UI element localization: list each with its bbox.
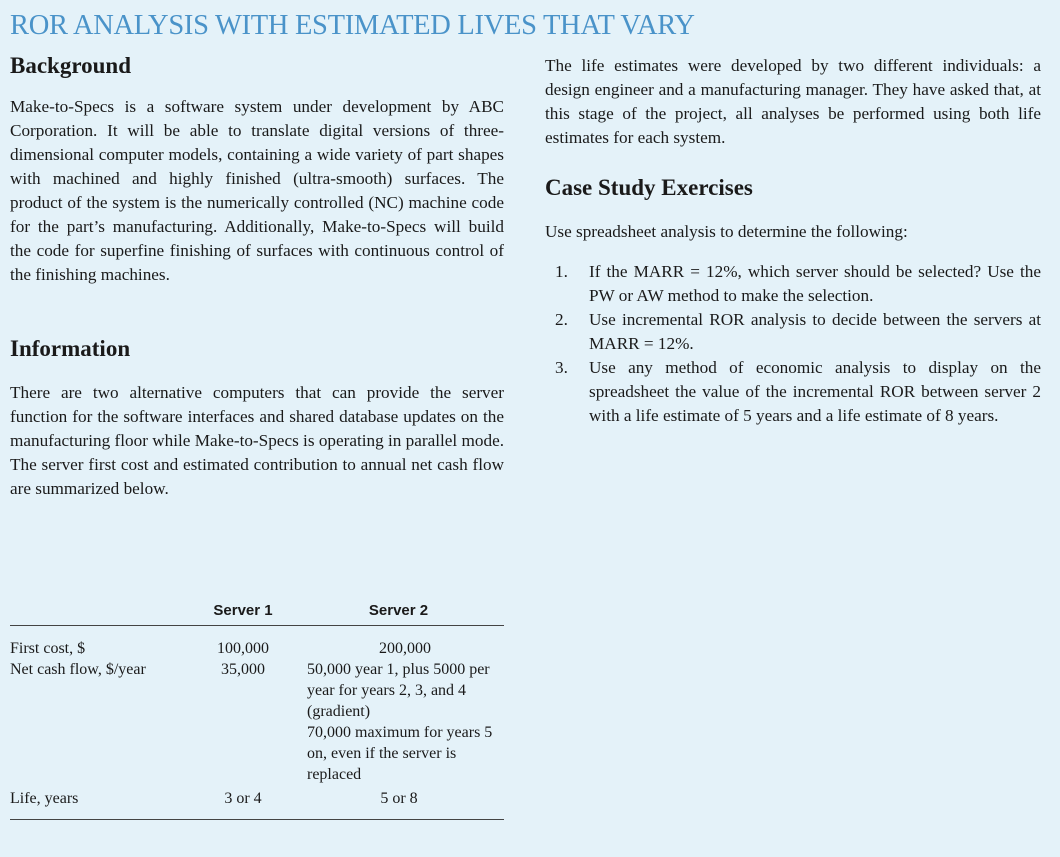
first-cost-label: First cost, $	[10, 640, 86, 657]
exercise-text: If the MARR = 12%, which server should be selected? Use the PW or AW method to make the selection.	[589, 261, 1041, 305]
first-cost-server1: 100,000	[217, 640, 269, 657]
life-server1: 3 or 4	[193, 785, 293, 820]
table-header-server2: Server 2	[293, 602, 504, 626]
list-item	[545, 356, 1041, 428]
table-row	[10, 659, 504, 785]
server-comparison-table	[10, 602, 504, 820]
exercise-number: 2.	[555, 309, 568, 329]
table-row	[10, 785, 504, 820]
life-server2: 5 or 8	[380, 790, 418, 807]
net-cash-flow-server2-gradient: 50,000 year 1, plus 5000 per year for years 2, 3, and 4 (gradient)	[307, 661, 490, 720]
table-header-blank	[10, 602, 193, 626]
table-row	[10, 626, 504, 660]
background-paragraph: Make-to-Specs is a software system under development by ABC Corporation. It will be able to translate digital versions of three-dimensional computer models, containing a wide variety of part shapes with machined and highly finished (ultra-smooth) surfaces. The product of the system is the numerically controlled (NC) machine code for the part’s manufacturing. Additionally, Make-to-Specs will build the code for superfine finishing of surfaces with continuous control of the finishing machines.	[10, 96, 504, 284]
list-item	[545, 308, 1041, 356]
left-column	[10, 52, 504, 501]
net-cash-flow-server1: 35,000	[221, 661, 265, 678]
background-heading: Background	[10, 53, 132, 78]
exercise-text: Use any method of economic analysis to display on the spreadsheet the value of the incremental ROR between server 2 with a life estimate of 5 years and a life estimate of 8 years.	[589, 357, 1041, 425]
net-cash-flow-server2-maximum: 70,000 maximum for years 5 on, even if the server is replaced	[307, 724, 493, 783]
table-header-server1: Server 1	[193, 602, 293, 626]
page-title: ROR ANALYSIS WITH ESTIMATED LIVES THAT VARY	[10, 10, 695, 41]
life-estimates-paragraph: The life estimates were developed by two different individuals: a design engineer and a manufacturing manager. They have asked that, at this stage of the project, all analyses be performed using both life estimates for each system.	[545, 56, 1041, 147]
right-column	[545, 52, 1041, 428]
net-cash-flow-label: Net cash flow, $/year	[10, 661, 146, 678]
exercise-number: 3.	[555, 357, 568, 377]
case-study-heading: Case Study Exercises	[545, 175, 753, 200]
information-heading: Information	[10, 335, 131, 361]
exercise-list	[545, 260, 1041, 428]
table-header-row	[10, 602, 504, 626]
list-item	[545, 260, 1041, 308]
first-cost-server2: 200,000	[379, 640, 431, 657]
exercise-text: Use incremental ROR analysis to decide between the servers at MARR = 12%.	[589, 309, 1041, 353]
case-study-intro: Use spreadsheet analysis to determine the following:	[545, 221, 908, 241]
exercise-number: 1.	[555, 261, 568, 281]
life-label: Life, years	[10, 785, 193, 820]
information-paragraph: There are two alternative computers that can provide the server function for the software interfaces and shared database updates on the manufacturing floor while Make-to-Specs is operating in parallel mode. The server first cost and estimated contribution to annual net cash flow are summarized below.	[10, 383, 504, 499]
